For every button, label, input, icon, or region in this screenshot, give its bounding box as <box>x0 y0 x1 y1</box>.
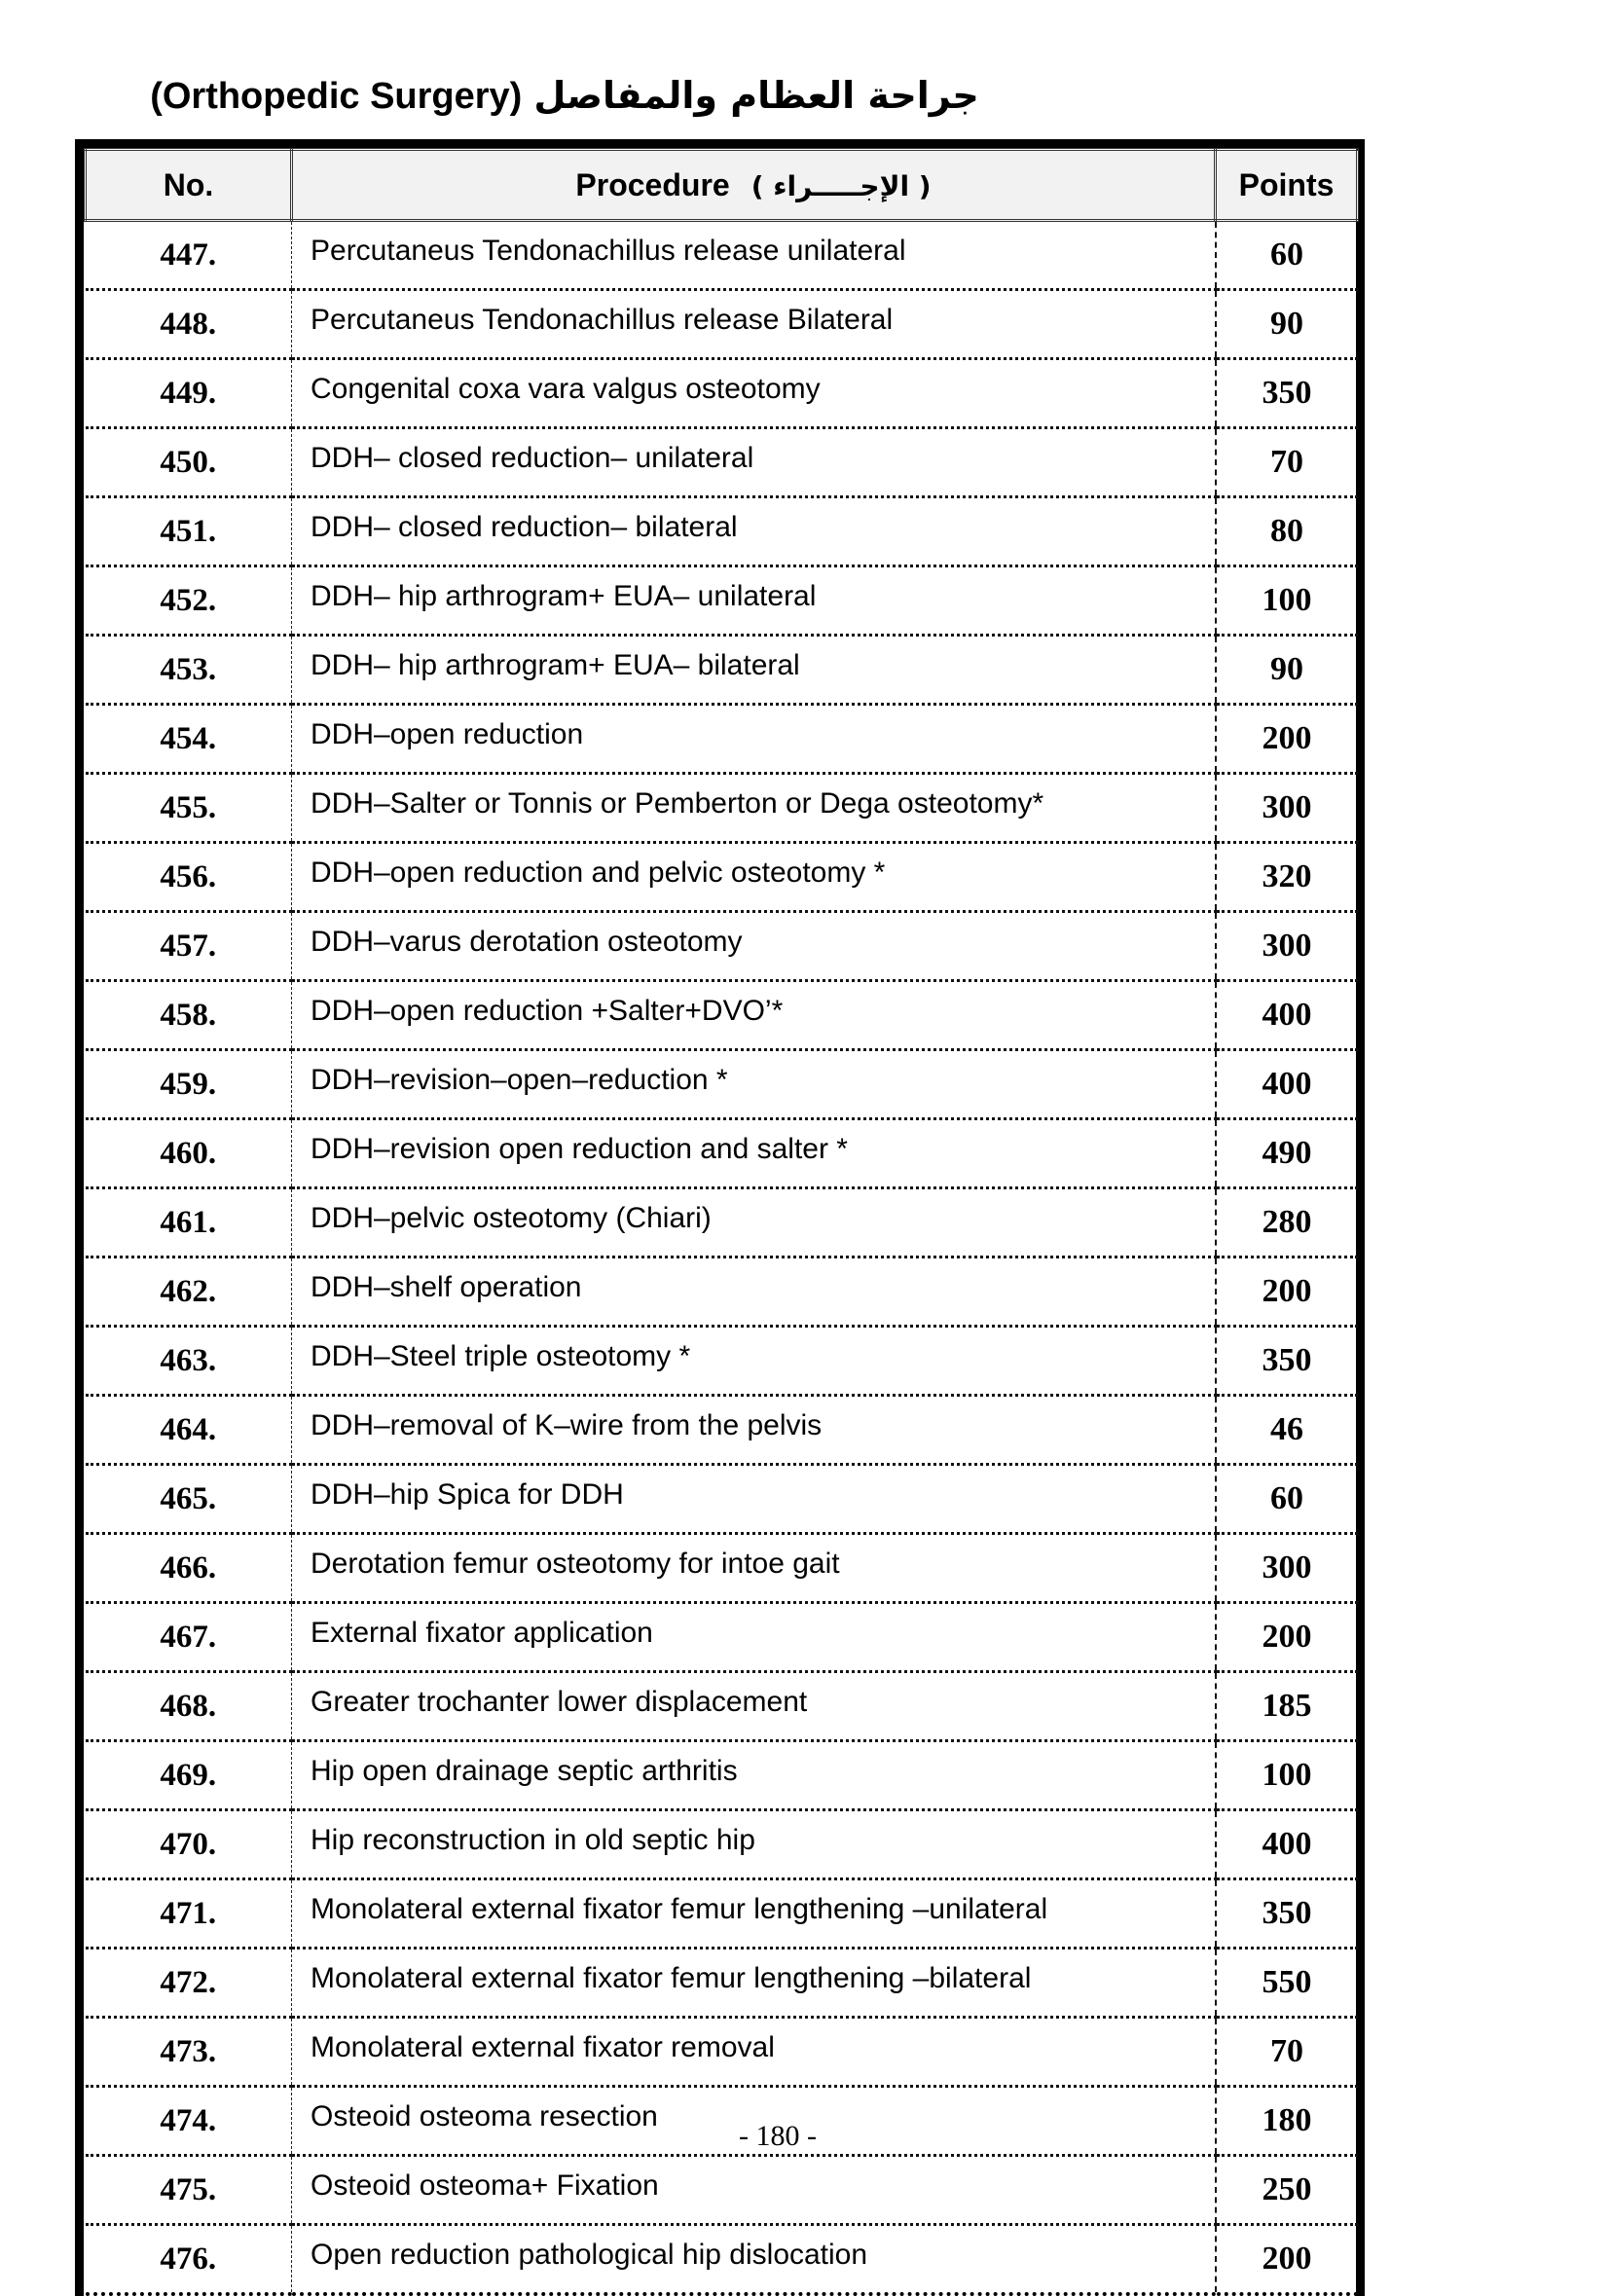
table-row <box>86 1672 1358 1741</box>
points-cell: 180 <box>1216 2087 1358 2156</box>
table-row <box>86 1396 1358 1465</box>
row-number-cell: 467. <box>86 1603 292 1672</box>
table-row <box>86 2225 1358 2295</box>
table-row <box>86 1465 1358 1534</box>
table-row <box>86 1327 1358 1396</box>
page-title <box>0 66 1129 126</box>
points-cell: 80 <box>1216 497 1358 566</box>
points-cell: 200 <box>1216 2225 1358 2295</box>
row-number-cell: 465. <box>86 1465 292 1534</box>
row-number-cell: 474. <box>86 2087 292 2156</box>
table-row <box>86 1810 1358 1879</box>
procedures-table <box>84 148 1359 2296</box>
points-cell: 490 <box>1216 1119 1358 1188</box>
points-cell: 400 <box>1216 1050 1358 1119</box>
header-no: No. <box>86 150 292 221</box>
points-cell: 200 <box>1216 1257 1358 1327</box>
points-cell: 90 <box>1216 636 1358 705</box>
procedure-cell: DDH–open reduction <box>292 705 1216 774</box>
procedure-cell: DDH–Salter or Tonnis or Pemberton or Dega osteotomy* <box>292 774 1216 843</box>
row-number-cell: 471. <box>86 1879 292 1949</box>
procedure-cell: DDH–pelvic osteotomy (Chiari) <box>292 1188 1216 1257</box>
table-row <box>86 912 1358 981</box>
table-row <box>86 1050 1358 1119</box>
table-row <box>86 1603 1358 1672</box>
points-cell: 70 <box>1216 2018 1358 2087</box>
procedures-table-frame <box>75 139 1365 2296</box>
points-cell: 350 <box>1216 1879 1358 1949</box>
row-number-cell: 455. <box>86 774 292 843</box>
points-cell: 60 <box>1216 221 1358 290</box>
table-header-row <box>86 150 1358 221</box>
table-row <box>86 705 1358 774</box>
points-cell: 550 <box>1216 1949 1358 2018</box>
table-row <box>86 1534 1358 1603</box>
row-number-cell: 468. <box>86 1672 292 1741</box>
procedure-cell: Monolateral external fixator femur lengthening –bilateral <box>292 1949 1216 2018</box>
procedure-cell: DDH–open reduction +Salter+DVO’* <box>292 981 1216 1050</box>
row-number-cell: 450. <box>86 428 292 497</box>
row-number-cell: 456. <box>86 843 292 912</box>
procedure-cell: Percutaneus Tendonachillus release Bilateral <box>292 290 1216 359</box>
table-row <box>86 290 1358 359</box>
table-row <box>86 566 1358 636</box>
row-number-cell: 459. <box>86 1050 292 1119</box>
procedure-cell: DDH–hip Spica for DDH <box>292 1465 1216 1534</box>
table-row <box>86 636 1358 705</box>
points-cell: 350 <box>1216 1327 1358 1396</box>
table-row <box>86 428 1358 497</box>
row-number-cell: 453. <box>86 636 292 705</box>
procedure-cell: Monolateral external fixator removal <box>292 2018 1216 2087</box>
points-cell: 60 <box>1216 1465 1358 1534</box>
points-cell: 100 <box>1216 566 1358 636</box>
procedure-cell: Derotation femur osteotomy for intoe gait <box>292 1534 1216 1603</box>
points-cell: 300 <box>1216 912 1358 981</box>
procedure-cell: DDH– hip arthrogram+ EUA– bilateral <box>292 636 1216 705</box>
points-cell: 350 <box>1216 359 1358 428</box>
row-number-cell: 464. <box>86 1396 292 1465</box>
table-row <box>86 221 1358 290</box>
procedure-cell: DDH–open reduction and pelvic osteotomy * <box>292 843 1216 912</box>
procedure-cell: DDH– hip arthrogram+ EUA– unilateral <box>292 566 1216 636</box>
points-cell: 200 <box>1216 1603 1358 1672</box>
row-number-cell: 463. <box>86 1327 292 1396</box>
procedure-cell: DDH–removal of K–wire from the pelvis <box>292 1396 1216 1465</box>
points-cell: 300 <box>1216 774 1358 843</box>
row-number-cell: 460. <box>86 1119 292 1188</box>
points-cell: 320 <box>1216 843 1358 912</box>
header-procedure-arabic: ( الإجـــــراء ) <box>750 169 932 202</box>
row-number-cell: 461. <box>86 1188 292 1257</box>
procedure-cell: Congenital coxa vara valgus osteotomy <box>292 359 1216 428</box>
table-row <box>86 1257 1358 1327</box>
header-procedure-label: Procedure <box>575 166 730 202</box>
table-row <box>86 1119 1358 1188</box>
procedure-cell: DDH–revision–open–reduction * <box>292 1050 1216 1119</box>
points-cell: 400 <box>1216 981 1358 1050</box>
header-points: Points <box>1216 150 1358 221</box>
table-row <box>86 774 1358 843</box>
row-number-cell: 473. <box>86 2018 292 2087</box>
table-row <box>86 497 1358 566</box>
points-cell: 185 <box>1216 1672 1358 1741</box>
procedure-cell: DDH– closed reduction– bilateral <box>292 497 1216 566</box>
row-number-cell: 454. <box>86 705 292 774</box>
procedure-cell: Hip reconstruction in old septic hip <box>292 1810 1216 1879</box>
table-row <box>86 843 1358 912</box>
points-cell: 300 <box>1216 1534 1358 1603</box>
page-title-arabic: جراحة العظام والمفاصل <box>533 74 979 117</box>
row-number-cell: 451. <box>86 497 292 566</box>
procedure-cell: Percutaneus Tendonachillus release unilateral <box>292 221 1216 290</box>
procedure-cell: Osteoid osteoma resection <box>292 2087 1216 2156</box>
procedure-cell: Monolateral external fixator femur lengthening –unilateral <box>292 1879 1216 1949</box>
points-cell: 46 <box>1216 1396 1358 1465</box>
row-number-cell: 462. <box>86 1257 292 1327</box>
procedure-cell: DDH–varus derotation osteotomy <box>292 912 1216 981</box>
row-number-cell: 449. <box>86 359 292 428</box>
table-row <box>86 1949 1358 2018</box>
procedure-cell: Hip open drainage septic arthritis <box>292 1741 1216 1810</box>
row-number-cell: 469. <box>86 1741 292 1810</box>
points-cell: 100 <box>1216 1741 1358 1810</box>
row-number-cell: 458. <box>86 981 292 1050</box>
procedure-cell: DDH–Steel triple osteotomy * <box>292 1327 1216 1396</box>
row-number-cell: 476. <box>86 2225 292 2295</box>
table-row <box>86 2156 1358 2225</box>
table-row <box>86 1741 1358 1810</box>
row-number-cell: 457. <box>86 912 292 981</box>
table-row <box>86 359 1358 428</box>
points-cell: 400 <box>1216 1810 1358 1879</box>
points-cell: 70 <box>1216 428 1358 497</box>
table-row <box>86 1188 1358 1257</box>
page-number: - 180 - <box>739 2120 817 2152</box>
points-cell: 250 <box>1216 2156 1358 2225</box>
points-cell: 280 <box>1216 1188 1358 1257</box>
row-number-cell: 447. <box>86 221 292 290</box>
row-number-cell: 470. <box>86 1810 292 1879</box>
row-number-cell: 452. <box>86 566 292 636</box>
points-cell: 200 <box>1216 705 1358 774</box>
header-procedure <box>292 150 1216 221</box>
points-cell: 90 <box>1216 290 1358 359</box>
row-number-cell: 472. <box>86 1949 292 2018</box>
row-number-cell: 466. <box>86 1534 292 1603</box>
table-row <box>86 2018 1358 2087</box>
table-row <box>86 981 1358 1050</box>
procedure-cell: Open reduction pathological hip dislocation <box>292 2225 1216 2295</box>
table-row <box>86 1879 1358 1949</box>
row-number-cell: 475. <box>86 2156 292 2225</box>
row-number-cell: 448. <box>86 290 292 359</box>
procedure-cell: External fixator application <box>292 1603 1216 1672</box>
procedure-cell: DDH–shelf operation <box>292 1257 1216 1327</box>
procedure-cell: DDH–revision open reduction and salter * <box>292 1119 1216 1188</box>
procedure-cell: Greater trochanter lower displacement <box>292 1672 1216 1741</box>
page-title-english: (Orthopedic Surgery) <box>150 76 523 117</box>
procedure-cell: DDH– closed reduction– unilateral <box>292 428 1216 497</box>
procedure-cell: Osteoid osteoma+ Fixation <box>292 2156 1216 2225</box>
